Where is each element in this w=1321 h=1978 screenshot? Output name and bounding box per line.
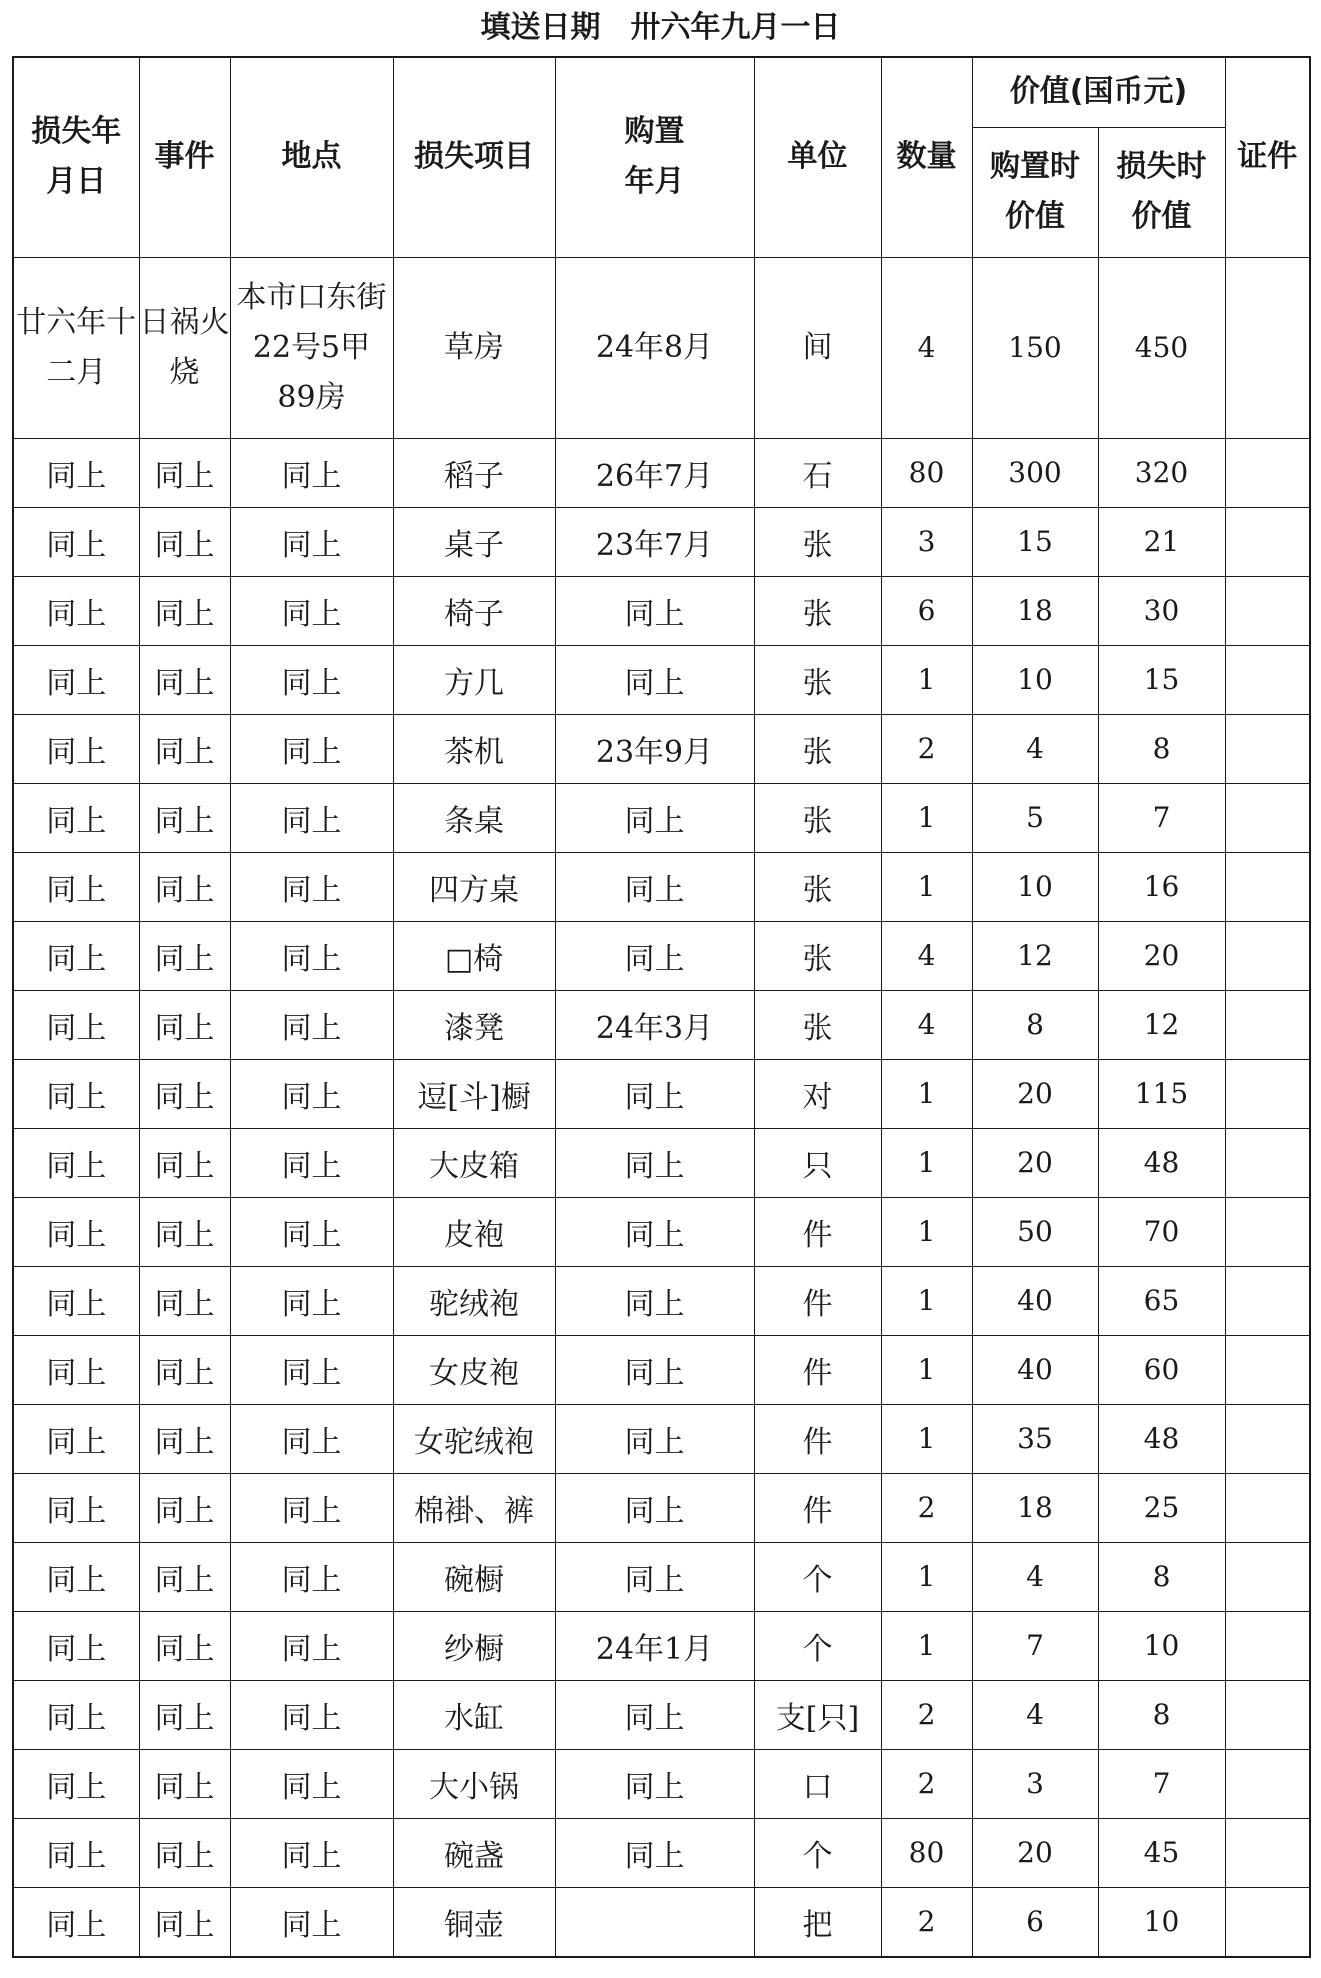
cell-value-loss: 30 xyxy=(1098,576,1225,645)
cell-date: 同上 xyxy=(13,921,139,990)
header-value-loss: 损失时价值 xyxy=(1098,127,1225,257)
cell-proof xyxy=(1225,783,1310,852)
cell-item: 碗盏 xyxy=(393,1818,555,1887)
cell-quantity: 1 xyxy=(881,1197,972,1266)
cell-event: 同上 xyxy=(139,1404,230,1473)
cell-unit: 间 xyxy=(754,257,881,438)
cell-item: 椅子 xyxy=(393,576,555,645)
cell-place: 同上 xyxy=(230,1059,393,1128)
cell-purchase-date: 同上 xyxy=(555,783,754,852)
cell-value-loss: 10 xyxy=(1098,1611,1225,1680)
cell-unit: 张 xyxy=(754,921,881,990)
cell-event: 同上 xyxy=(139,1611,230,1680)
cell-date: 同上 xyxy=(13,1335,139,1404)
cell-quantity: 2 xyxy=(881,1749,972,1818)
cell-place: 本市口东街22号5甲89房 xyxy=(230,257,393,438)
cell-date: 同上 xyxy=(13,714,139,783)
cell-value-loss: 60 xyxy=(1098,1335,1225,1404)
cell-value-purchase: 20 xyxy=(972,1818,1098,1887)
cell-date: 同上 xyxy=(13,576,139,645)
cell-proof xyxy=(1225,714,1310,783)
cell-proof xyxy=(1225,1335,1310,1404)
cell-unit: 件 xyxy=(754,1266,881,1335)
cell-place: 同上 xyxy=(230,1749,393,1818)
cell-event: 同上 xyxy=(139,1266,230,1335)
cell-place: 同上 xyxy=(230,1818,393,1887)
cell-unit: 张 xyxy=(754,852,881,921)
cell-item: 草房 xyxy=(393,257,555,438)
cell-unit: 张 xyxy=(754,990,881,1059)
header-value-group: 价值(国币元) xyxy=(972,57,1225,127)
cell-proof xyxy=(1225,576,1310,645)
cell-purchase-date: 同上 xyxy=(555,1266,754,1335)
cell-purchase-date: 同上 xyxy=(555,1818,754,1887)
cell-date: 同上 xyxy=(13,1611,139,1680)
cell-purchase-date xyxy=(555,1887,754,1957)
cell-value-loss: 16 xyxy=(1098,852,1225,921)
cell-unit: 件 xyxy=(754,1473,881,1542)
cell-value-loss: 25 xyxy=(1098,1473,1225,1542)
header-purchase-date: 购置年月 xyxy=(555,57,754,257)
cell-quantity: 1 xyxy=(881,1611,972,1680)
cell-purchase-date: 同上 xyxy=(555,645,754,714)
header-unit: 单位 xyxy=(754,57,881,257)
cell-unit: 口 xyxy=(754,1749,881,1818)
cell-quantity: 1 xyxy=(881,1128,972,1197)
table-body xyxy=(13,257,1310,1957)
cell-place: 同上 xyxy=(230,1128,393,1197)
cell-value-purchase: 40 xyxy=(972,1266,1098,1335)
cell-value-purchase: 5 xyxy=(972,783,1098,852)
cell-proof xyxy=(1225,1197,1310,1266)
cell-purchase-date: 24年8月 xyxy=(555,257,754,438)
cell-place: 同上 xyxy=(230,1887,393,1957)
cell-place: 同上 xyxy=(230,1542,393,1611)
cell-item: 逗[斗]橱 xyxy=(393,1059,555,1128)
cell-event: 同上 xyxy=(139,1197,230,1266)
cell-value-purchase: 12 xyxy=(972,921,1098,990)
cell-date: 同上 xyxy=(13,783,139,852)
page-title: 填送日期 卅六年九月一日 xyxy=(480,10,841,45)
cell-event: 同上 xyxy=(139,1542,230,1611)
cell-quantity: 3 xyxy=(881,507,972,576)
cell-purchase-date: 23年9月 xyxy=(555,714,754,783)
cell-value-purchase: 6 xyxy=(972,1887,1098,1957)
cell-value-loss: 320 xyxy=(1098,438,1225,507)
cell-event: 同上 xyxy=(139,921,230,990)
cell-value-loss: 70 xyxy=(1098,1197,1225,1266)
cell-place: 同上 xyxy=(230,714,393,783)
cell-quantity: 4 xyxy=(881,990,972,1059)
table-row xyxy=(13,1128,1310,1197)
cell-date: 同上 xyxy=(13,1680,139,1749)
cell-purchase-date: 同上 xyxy=(555,1749,754,1818)
cell-place: 同上 xyxy=(230,1335,393,1404)
loss-report-table xyxy=(12,56,1311,1958)
cell-event: 日祸火烧 xyxy=(139,257,230,438)
cell-quantity: 1 xyxy=(881,1059,972,1128)
cell-quantity: 2 xyxy=(881,714,972,783)
header-date: 损失年月日 xyxy=(13,57,139,257)
cell-event: 同上 xyxy=(139,1680,230,1749)
cell-value-loss: 115 xyxy=(1098,1059,1225,1128)
cell-value-purchase: 18 xyxy=(972,1473,1098,1542)
cell-value-purchase: 150 xyxy=(972,257,1098,438)
cell-item: 茶机 xyxy=(393,714,555,783)
cell-value-loss: 7 xyxy=(1098,1749,1225,1818)
table-row xyxy=(13,1059,1310,1128)
cell-value-purchase: 3 xyxy=(972,1749,1098,1818)
cell-place: 同上 xyxy=(230,1680,393,1749)
cell-event: 同上 xyxy=(139,852,230,921)
cell-value-purchase: 18 xyxy=(972,576,1098,645)
cell-proof xyxy=(1225,1887,1310,1957)
cell-proof xyxy=(1225,1128,1310,1197)
cell-purchase-date: 同上 xyxy=(555,1473,754,1542)
cell-place: 同上 xyxy=(230,1266,393,1335)
cell-item: 棉褂、裤 xyxy=(393,1473,555,1542)
cell-place: 同上 xyxy=(230,1197,393,1266)
cell-date: 同上 xyxy=(13,438,139,507)
cell-value-loss: 15 xyxy=(1098,645,1225,714)
cell-event: 同上 xyxy=(139,714,230,783)
cell-proof xyxy=(1225,257,1310,438)
cell-event: 同上 xyxy=(139,507,230,576)
table-row xyxy=(13,783,1310,852)
cell-place: 同上 xyxy=(230,507,393,576)
table-row xyxy=(13,1473,1310,1542)
cell-purchase-date: 同上 xyxy=(555,1059,754,1128)
cell-value-loss: 7 xyxy=(1098,783,1225,852)
cell-value-purchase: 300 xyxy=(972,438,1098,507)
cell-value-purchase: 50 xyxy=(972,1197,1098,1266)
cell-value-loss: 8 xyxy=(1098,1542,1225,1611)
cell-proof xyxy=(1225,990,1310,1059)
cell-unit: 张 xyxy=(754,645,881,714)
cell-event: 同上 xyxy=(139,1749,230,1818)
cell-purchase-date: 同上 xyxy=(555,852,754,921)
cell-value-purchase: 7 xyxy=(972,1611,1098,1680)
cell-quantity: 1 xyxy=(881,852,972,921)
cell-quantity: 2 xyxy=(881,1473,972,1542)
cell-value-loss: 10 xyxy=(1098,1887,1225,1957)
cell-purchase-date: 26年7月 xyxy=(555,438,754,507)
cell-date: 同上 xyxy=(13,1404,139,1473)
cell-place: 同上 xyxy=(230,990,393,1059)
cell-unit: 个 xyxy=(754,1818,881,1887)
cell-value-purchase: 20 xyxy=(972,1128,1098,1197)
cell-place: 同上 xyxy=(230,1473,393,1542)
cell-quantity: 80 xyxy=(881,1818,972,1887)
cell-date: 同上 xyxy=(13,645,139,714)
cell-purchase-date: 同上 xyxy=(555,1128,754,1197)
cell-value-purchase: 35 xyxy=(972,1404,1098,1473)
cell-date: 同上 xyxy=(13,1266,139,1335)
cell-place: 同上 xyxy=(230,1404,393,1473)
cell-item: 女驼绒袍 xyxy=(393,1404,555,1473)
cell-date: 同上 xyxy=(13,507,139,576)
cell-purchase-date: 24年3月 xyxy=(555,990,754,1059)
cell-date: 同上 xyxy=(13,1887,139,1957)
cell-proof xyxy=(1225,852,1310,921)
table-row xyxy=(13,714,1310,783)
cell-item: 驼绒袍 xyxy=(393,1266,555,1335)
cell-value-purchase: 10 xyxy=(972,852,1098,921)
cell-unit: 件 xyxy=(754,1404,881,1473)
cell-proof xyxy=(1225,1404,1310,1473)
cell-value-purchase: 4 xyxy=(972,714,1098,783)
table-row xyxy=(13,1266,1310,1335)
table-row xyxy=(13,1818,1310,1887)
cell-item: 桌子 xyxy=(393,507,555,576)
cell-date: 同上 xyxy=(13,852,139,921)
cell-purchase-date: 24年1月 xyxy=(555,1611,754,1680)
cell-proof xyxy=(1225,1059,1310,1128)
cell-date: 同上 xyxy=(13,1542,139,1611)
cell-unit: 张 xyxy=(754,507,881,576)
cell-item: 大皮箱 xyxy=(393,1128,555,1197)
cell-item: 碗橱 xyxy=(393,1542,555,1611)
cell-event: 同上 xyxy=(139,1818,230,1887)
cell-event: 同上 xyxy=(139,1473,230,1542)
cell-quantity: 2 xyxy=(881,1887,972,1957)
cell-quantity: 4 xyxy=(881,921,972,990)
cell-quantity: 1 xyxy=(881,1404,972,1473)
cell-purchase-date: 同上 xyxy=(555,1335,754,1404)
cell-proof xyxy=(1225,645,1310,714)
cell-unit: 件 xyxy=(754,1197,881,1266)
cell-event: 同上 xyxy=(139,1128,230,1197)
cell-purchase-date: 同上 xyxy=(555,1404,754,1473)
header-place: 地点 xyxy=(230,57,393,257)
cell-quantity: 1 xyxy=(881,1542,972,1611)
table-row xyxy=(13,1611,1310,1680)
cell-value-loss: 45 xyxy=(1098,1818,1225,1887)
cell-date: 同上 xyxy=(13,1197,139,1266)
cell-purchase-date: 同上 xyxy=(555,1542,754,1611)
cell-place: 同上 xyxy=(230,1611,393,1680)
cell-proof xyxy=(1225,1749,1310,1818)
table-row xyxy=(13,507,1310,576)
cell-date: 同上 xyxy=(13,1128,139,1197)
cell-unit: 石 xyxy=(754,438,881,507)
cell-date: 廿六年十二月 xyxy=(13,257,139,438)
cell-proof xyxy=(1225,1611,1310,1680)
cell-proof xyxy=(1225,1266,1310,1335)
header-quantity: 数量 xyxy=(881,57,972,257)
cell-unit: 个 xyxy=(754,1542,881,1611)
table-row xyxy=(13,921,1310,990)
table-row xyxy=(13,576,1310,645)
cell-purchase-date: 同上 xyxy=(555,576,754,645)
table-row xyxy=(13,1542,1310,1611)
cell-proof xyxy=(1225,1542,1310,1611)
cell-item: 铜壶 xyxy=(393,1887,555,1957)
cell-proof xyxy=(1225,1818,1310,1887)
cell-value-purchase: 10 xyxy=(972,645,1098,714)
cell-quantity: 1 xyxy=(881,1266,972,1335)
header-event: 事件 xyxy=(139,57,230,257)
header-item: 损失项目 xyxy=(393,57,555,257)
cell-value-loss: 48 xyxy=(1098,1128,1225,1197)
cell-value-loss: 21 xyxy=(1098,507,1225,576)
table-row xyxy=(13,257,1310,438)
cell-value-loss: 8 xyxy=(1098,714,1225,783)
table-row xyxy=(13,438,1310,507)
cell-value-loss: 48 xyxy=(1098,1404,1225,1473)
cell-value-loss: 12 xyxy=(1098,990,1225,1059)
cell-unit: 支[只] xyxy=(754,1680,881,1749)
cell-value-loss: 20 xyxy=(1098,921,1225,990)
header-value-purchase: 购置时价值 xyxy=(972,127,1098,257)
cell-value-loss: 65 xyxy=(1098,1266,1225,1335)
cell-unit: 张 xyxy=(754,576,881,645)
cell-event: 同上 xyxy=(139,1059,230,1128)
cell-proof xyxy=(1225,921,1310,990)
cell-proof xyxy=(1225,1680,1310,1749)
cell-value-purchase: 8 xyxy=(972,990,1098,1059)
header-proof: 证件 xyxy=(1225,57,1310,257)
cell-item: 纱橱 xyxy=(393,1611,555,1680)
cell-unit: 张 xyxy=(754,714,881,783)
table-row xyxy=(13,852,1310,921)
cell-unit: 对 xyxy=(754,1059,881,1128)
table-row xyxy=(13,645,1310,714)
cell-date: 同上 xyxy=(13,1749,139,1818)
table-row xyxy=(13,1197,1310,1266)
cell-date: 同上 xyxy=(13,1059,139,1128)
cell-date: 同上 xyxy=(13,990,139,1059)
cell-event: 同上 xyxy=(139,990,230,1059)
table-row xyxy=(13,1887,1310,1957)
cell-quantity: 2 xyxy=(881,1680,972,1749)
cell-quantity: 6 xyxy=(881,576,972,645)
cell-value-purchase: 15 xyxy=(972,507,1098,576)
cell-place: 同上 xyxy=(230,921,393,990)
cell-value-loss: 450 xyxy=(1098,257,1225,438)
cell-purchase-date: 23年7月 xyxy=(555,507,754,576)
table-row xyxy=(13,1335,1310,1404)
cell-unit: 个 xyxy=(754,1611,881,1680)
cell-event: 同上 xyxy=(139,783,230,852)
cell-event: 同上 xyxy=(139,645,230,714)
cell-place: 同上 xyxy=(230,438,393,507)
table-row xyxy=(13,1404,1310,1473)
cell-value-purchase: 4 xyxy=(972,1680,1098,1749)
cell-place: 同上 xyxy=(230,576,393,645)
cell-quantity: 80 xyxy=(881,438,972,507)
cell-quantity: 1 xyxy=(881,783,972,852)
cell-item: 四方桌 xyxy=(393,852,555,921)
cell-place: 同上 xyxy=(230,645,393,714)
cell-item: 条桌 xyxy=(393,783,555,852)
cell-unit: 把 xyxy=(754,1887,881,1957)
cell-purchase-date: 同上 xyxy=(555,921,754,990)
table-row xyxy=(13,990,1310,1059)
table-row xyxy=(13,1680,1310,1749)
cell-purchase-date: 同上 xyxy=(555,1197,754,1266)
cell-event: 同上 xyxy=(139,1335,230,1404)
cell-value-purchase: 4 xyxy=(972,1542,1098,1611)
table-row xyxy=(13,1749,1310,1818)
cell-value-purchase: 20 xyxy=(972,1059,1098,1128)
cell-quantity: 1 xyxy=(881,1335,972,1404)
cell-date: 同上 xyxy=(13,1818,139,1887)
cell-proof xyxy=(1225,438,1310,507)
cell-event: 同上 xyxy=(139,1887,230,1957)
cell-place: 同上 xyxy=(230,852,393,921)
cell-quantity: 4 xyxy=(881,257,972,438)
cell-purchase-date: 同上 xyxy=(555,1680,754,1749)
cell-unit: 只 xyxy=(754,1128,881,1197)
cell-event: 同上 xyxy=(139,576,230,645)
cell-item: 水缸 xyxy=(393,1680,555,1749)
cell-item: 方几 xyxy=(393,645,555,714)
cell-quantity: 1 xyxy=(881,645,972,714)
cell-event: 同上 xyxy=(139,438,230,507)
cell-item: 皮袍 xyxy=(393,1197,555,1266)
cell-date: 同上 xyxy=(13,1473,139,1542)
cell-unit: 件 xyxy=(754,1335,881,1404)
cell-place: 同上 xyxy=(230,783,393,852)
cell-proof xyxy=(1225,1473,1310,1542)
cell-item: 女皮袍 xyxy=(393,1335,555,1404)
cell-unit: 张 xyxy=(754,783,881,852)
cell-item: □椅 xyxy=(393,921,555,990)
cell-value-loss: 8 xyxy=(1098,1680,1225,1749)
cell-proof xyxy=(1225,507,1310,576)
cell-item: 漆凳 xyxy=(393,990,555,1059)
cell-item: 稻子 xyxy=(393,438,555,507)
cell-item: 大小锅 xyxy=(393,1749,555,1818)
cell-value-purchase: 40 xyxy=(972,1335,1098,1404)
